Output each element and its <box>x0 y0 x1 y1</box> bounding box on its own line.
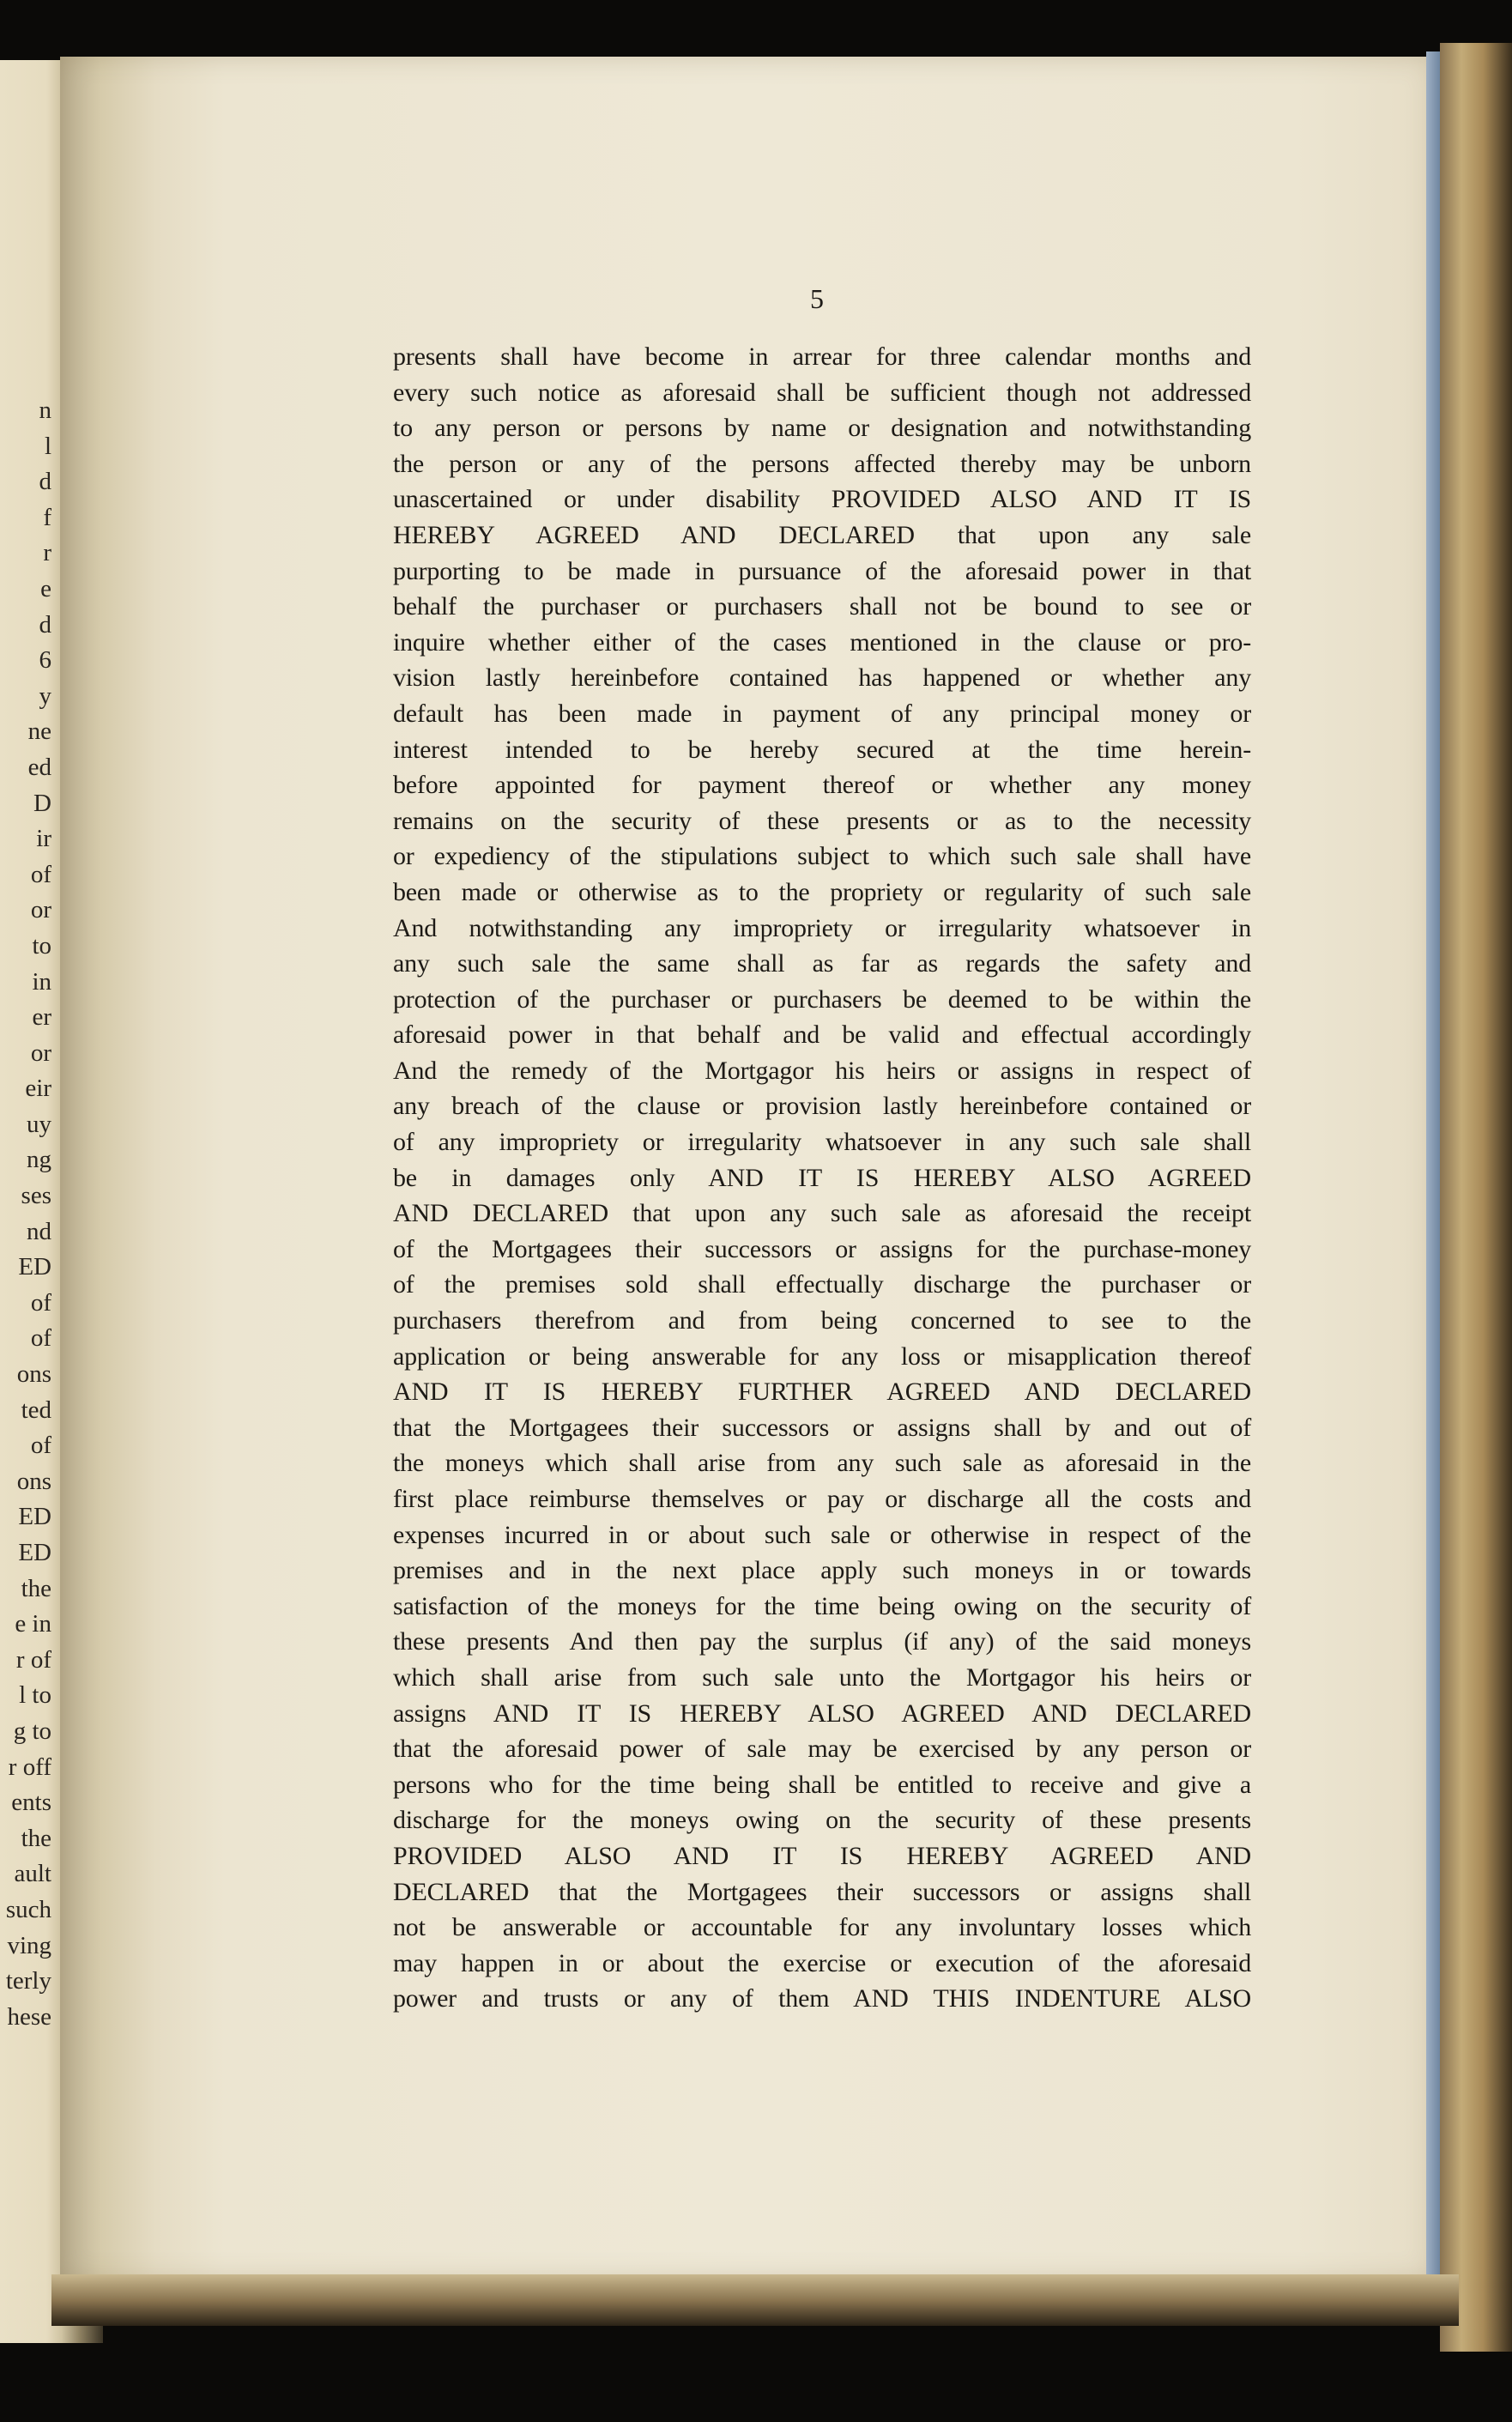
text-line: be in damages only AND IT IS HEREBY ALSO AGREED <box>393 1163 1251 1192</box>
text-line: satisfaction of the moneys for the time being owing on the security of <box>393 1591 1251 1620</box>
left-page-text-fragments <box>0 393 51 2035</box>
text-line: that the Mortgagees their successors or assigns shall by and out of <box>393 1413 1251 1442</box>
left-page-fragment: ng <box>27 1146 51 1174</box>
left-page-fragment: ons <box>16 1467 51 1495</box>
left-page-fragment: ving <box>7 1931 51 1959</box>
text-line: these presents And then pay the surplus (if any) of the said moneys <box>393 1627 1251 1656</box>
text-line: expenses incurred in or about such sale or otherwise in respect of the <box>393 1520 1251 1549</box>
left-page-fragment: of <box>30 1324 51 1353</box>
text-line: to any person or persons by name or designation and notwithstanding <box>393 414 1251 443</box>
left-page-fragment: hese <box>7 2002 51 2031</box>
text-line: of the Mortgagees their successors or assigns for the purchase-money <box>393 1234 1251 1263</box>
text-line: persons who for the time being shall be entitled to receive and give a <box>393 1770 1251 1799</box>
left-page-fragment: ED <box>18 1503 51 1531</box>
left-page-fragment: to <box>32 931 51 960</box>
left-page-fragment: ne <box>27 718 51 746</box>
left-page-fragment: ir <box>36 825 51 853</box>
left-page-fragment: of <box>30 1432 51 1460</box>
left-page-fragment: ents <box>11 1789 51 1817</box>
left-page-fragment: e in <box>15 1610 51 1638</box>
left-page-fragment: of <box>30 1288 51 1317</box>
page-number: 5 <box>810 283 824 314</box>
left-page-fragment: in <box>32 967 51 996</box>
text-line: been made or otherwise as to the propriety or regularity of such sale <box>393 877 1251 906</box>
left-page-fragment: 6 <box>39 646 51 675</box>
left-page-fragment: D <box>33 789 51 817</box>
left-page-fragment: ED <box>18 1253 51 1281</box>
text-line: first place reimburse themselves or pay or discharge all the costs and <box>393 1485 1251 1513</box>
left-page-fragment: f <box>43 503 51 531</box>
left-page-fragment: r of <box>15 1645 51 1674</box>
text-line: that the aforesaid power of sale may be exercised by any person or <box>393 1735 1251 1764</box>
left-page-fragment: ed <box>27 753 51 781</box>
text-line: discharge for the moneys owing on the security of these presents <box>393 1806 1251 1835</box>
left-page-fragment: d <box>39 468 51 496</box>
text-line: HEREBY AGREED AND DECLARED that upon any sale <box>393 520 1251 549</box>
book-bottom-edge <box>51 2274 1459 2326</box>
left-page-fragment: the <box>21 1574 51 1602</box>
text-line: purchasers therefrom and from being concerned to see to the <box>393 1306 1251 1335</box>
left-page-fragment: g to <box>13 1717 51 1745</box>
text-line: aforesaid power in that behalf and be valid and effectual accordingly <box>393 1020 1251 1050</box>
text-line: inquire whether either of the cases mentioned in the clause or pro- <box>393 627 1251 657</box>
left-page-fragment: nd <box>27 1217 51 1245</box>
text-line: And notwithstanding any impropriety or irregularity whatsoever in <box>393 913 1251 942</box>
left-page-fragment: ses <box>21 1182 51 1210</box>
text-line: DECLARED that the Mortgagees their successors or assigns shall <box>393 1877 1251 1906</box>
text-line: not be answerable or accountable for any involuntary losses which <box>393 1913 1251 1942</box>
left-page-fragment: ons <box>16 1360 51 1389</box>
text-line: any breach of the clause or provision lastly hereinbefore contained or <box>393 1092 1251 1121</box>
text-line: interest intended to be hereby secured at the time herein- <box>393 735 1251 764</box>
book-edge <box>1440 43 1512 2352</box>
left-page-fragment: terly <box>5 1967 51 1995</box>
text-line: before appointed for payment thereof or whether any money <box>393 771 1251 800</box>
left-page-fragment: ault <box>14 1860 51 1888</box>
text-line: which shall arise from such sale unto the Mortgagor his heirs or <box>393 1662 1251 1692</box>
text-line: purporting to be made in pursuance of the aforesaid power in that <box>393 556 1251 585</box>
text-line: presents shall have become in arrear for three calendar months and <box>393 342 1251 371</box>
left-page-fragment: n <box>39 397 51 424</box>
text-line: remains on the security of these presents or as to the necessity <box>393 806 1251 835</box>
text-line: may happen in or about the exercise or execution of the aforesaid <box>393 1948 1251 1977</box>
left-page-fragment: such <box>5 1895 51 1923</box>
left-page-fragment: r off <box>8 1753 51 1781</box>
text-line: protection of the purchaser or purchasers be deemed to be within the <box>393 984 1251 1014</box>
left-page-fragment: the <box>21 1824 51 1852</box>
text-line: And the remedy of the Mortgagor his heirs or assigns in respect of <box>393 1056 1251 1085</box>
text-line: any such sale the same shall as far as regards the safety and <box>393 949 1251 978</box>
left-page-fragment: or <box>30 896 51 924</box>
text-line: of any impropriety or irregularity whatsoever in any such sale shall <box>393 1128 1251 1157</box>
text-line: unascertained or under disability PROVIDED ALSO AND IT IS <box>393 485 1251 514</box>
text-line: the moneys which shall arise from any such sale as aforesaid in the <box>393 1449 1251 1478</box>
text-line: AND DECLARED that upon any such sale as aforesaid the receipt <box>393 1199 1251 1228</box>
left-page-fragment: eir <box>25 1075 51 1103</box>
text-line: application or being answerable for any loss or misapplication thereof <box>393 1341 1251 1371</box>
text-line: default has been made in payment of any principal money or <box>393 699 1251 728</box>
text-line: PROVIDED ALSO AND IT IS HEREBY AGREED AND <box>393 1841 1251 1870</box>
left-page-fragment: e <box>40 574 51 602</box>
text-line: every such notice as aforesaid shall be sufficient though not addressed <box>393 378 1251 407</box>
text-line: power and trusts or any of them AND THIS INDENTURE ALSO <box>393 1984 1251 2013</box>
body-text <box>393 339 1251 2017</box>
text-line: the person or any of the persons affected thereby may be unborn <box>393 449 1251 478</box>
left-page-fragment: y <box>39 681 51 710</box>
text-line: premises and in the next place apply such moneys in or towards <box>393 1556 1251 1585</box>
left-page-fragment: r <box>43 539 51 567</box>
left-page-fragment: l <box>44 432 51 460</box>
left-page-fragment: ted <box>21 1396 51 1424</box>
text-line: vision lastly hereinbefore contained has happened or whether any <box>393 663 1251 693</box>
left-page-fragment: l to <box>19 1681 51 1710</box>
text-line: or expediency of the stipulations subject to which such sale shall have <box>393 842 1251 871</box>
left-page-fragment: uy <box>27 1110 51 1138</box>
text-line: AND IT IS HEREBY FURTHER AGREED AND DECLARED <box>393 1378 1251 1407</box>
left-page-fragment: er <box>32 1003 51 1032</box>
page-right-edge <box>1426 51 1440 2283</box>
left-page-fragment: or <box>30 1038 51 1067</box>
text-line: of the premises sold shall effectually discharge the purchaser or <box>393 1270 1251 1299</box>
left-page-fragment: d <box>39 610 51 639</box>
text-line: assigns AND IT IS HEREBY ALSO AGREED AND DECLARED <box>393 1698 1251 1728</box>
left-page-fragment: of <box>30 860 51 888</box>
left-page-fragment: ED <box>18 1539 51 1566</box>
text-line: behalf the purchaser or purchasers shall not be bound to see or <box>393 592 1251 621</box>
